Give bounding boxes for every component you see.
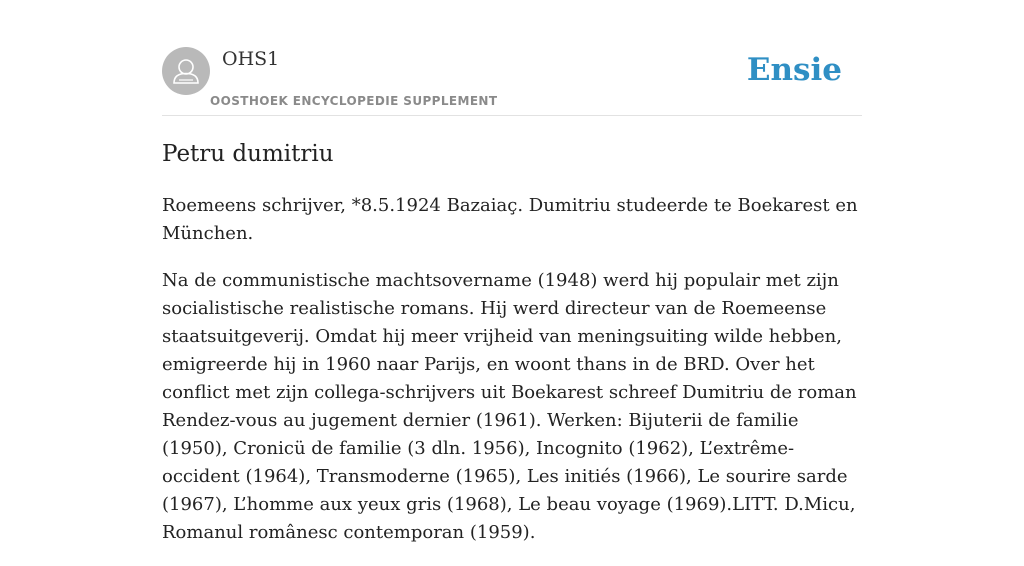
author-name[interactable]: OHS1 <box>222 48 280 70</box>
article-body <box>162 192 862 566</box>
user-avatar-icon[interactable] <box>162 47 210 95</box>
article-header <box>162 45 862 116</box>
ensie-logo[interactable]: Ensie <box>746 52 842 88</box>
avatar-silhouette-icon <box>162 47 210 95</box>
article-paragraph: Na de communistische machtsovername (1948) werd hij populair met zijn socialistische realistische romans. Hij werd directeur van de Roemeense staatsuitgeverij. Omdat hij meer vrijheid van meningsuiting wilde hebben, emigreerde hij in 1960 naar Parijs, en woont thans in de BRD. Over het conflict met zijn collega-schrijvers uit Boekarest schreef Dumitriu de roman Rendez-vous au jugement dernier (1961). Werken: Bijuterii de familie (1950), Cronicü de familie (3 dln. 1956), Incognito (1962), L’extrême-occident (1964), Transmoderne (1965), Les initiés (1966), Le sourire sarde (1967), L’homme aux yeux gris (1968), Le beau voyage (1969).LITT. D.Micu, Romanul românesc contemporan (1959). <box>162 270 857 543</box>
article-paragraph: Roemeens schrijver, *8.5.1924 Bazaiaç. Dumitriu studeerde te Boekarest en München. <box>162 195 858 244</box>
page-title: Petru dumitriu <box>162 141 334 167</box>
source-name[interactable]: OOSTHOEK ENCYCLOPEDIE SUPPLEMENT <box>210 94 498 108</box>
